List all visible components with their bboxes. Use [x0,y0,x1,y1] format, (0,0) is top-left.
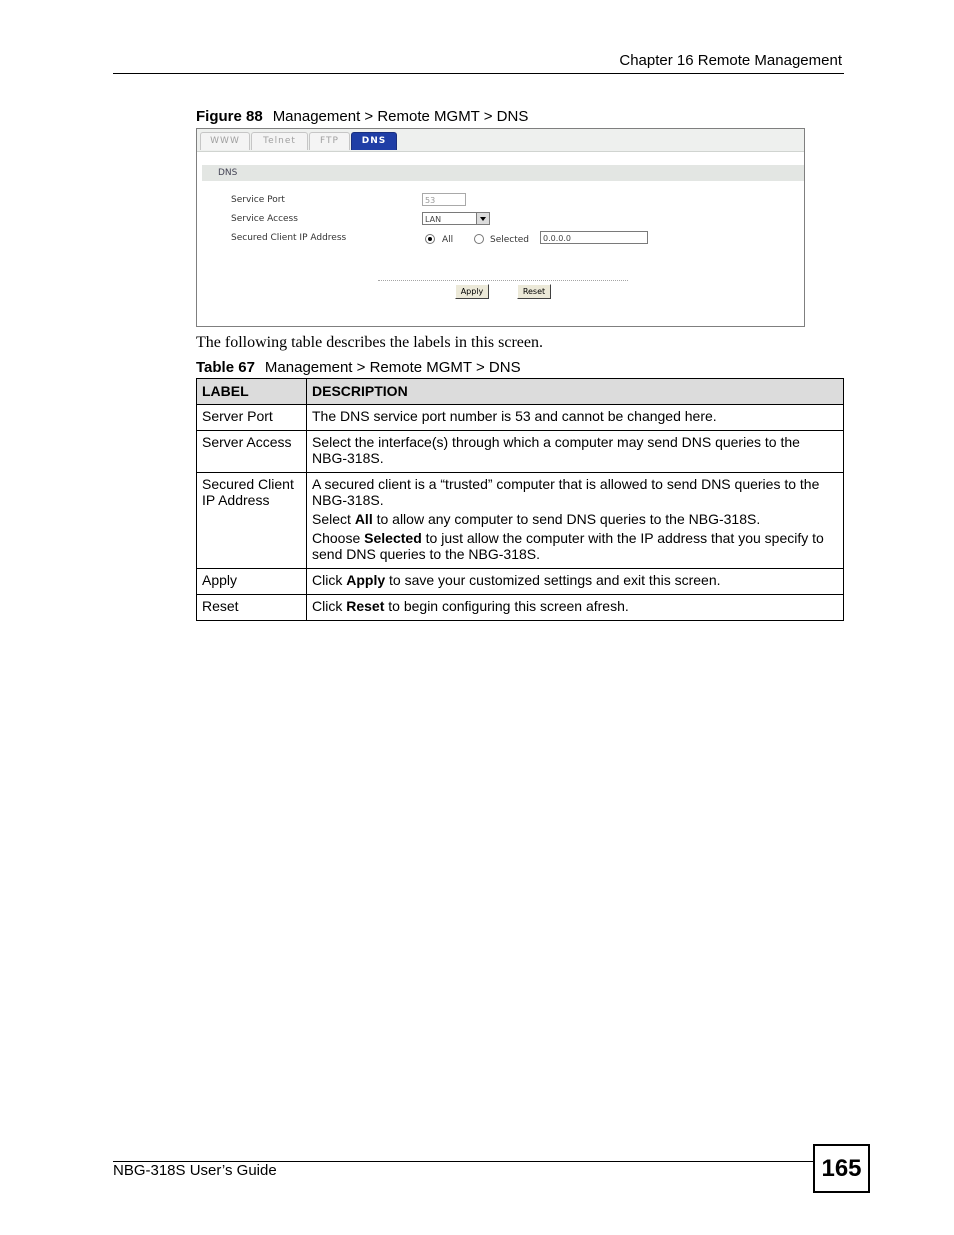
chapter-header: Chapter 16 Remote Management [619,52,842,69]
section-title: DNS [218,168,238,178]
service-access-select[interactable] [422,212,490,225]
row-description [307,405,844,431]
header-description: DESCRIPTION [307,379,844,405]
radio-all-label: All [442,235,454,245]
table-row [197,431,844,473]
reset-button[interactable]: Reset [517,284,551,299]
text-run: to begin configuring this screen afresh. [384,598,629,614]
bold-term: Reset [346,598,385,614]
tab-www[interactable]: WWW [200,132,250,150]
row-label: Reset [197,595,307,621]
table-row [197,595,844,621]
section-header-bar [202,165,804,181]
text-run: to allow any computer to send DNS queries to the NBG-318S. [372,511,761,527]
description-text: The DNS service port number is 53 and cannot be changed here. [312,408,717,424]
secured-client-ip-label: Secured Client IP Address [231,233,347,243]
table-header-row [197,379,844,405]
description-text: Select the interface(s) through which a computer may send DNS queries to the NBG-318S. [312,434,800,466]
service-access-label: Service Access [231,214,298,224]
text-run: Click [312,598,347,614]
description-text [312,511,837,527]
figure-caption [196,108,528,125]
chevron-down-icon[interactable] [476,213,489,224]
table-number: Table 67 [196,359,255,376]
text-run: Choose [312,530,365,546]
bold-term: All [354,511,373,527]
description-text [312,530,837,562]
text-run: to just allow the computer with the IP address that you specify to send DNS queries to the NBG-318S. [312,530,824,562]
dns-config-screen [196,128,805,327]
row-description [307,595,844,621]
radio-all[interactable] [425,234,435,244]
form-divider [378,280,628,281]
service-port-input: 53 [422,193,466,206]
tab-telnet[interactable]: Telnet [251,132,308,150]
figure-title: Management > Remote MGMT > DNS [272,108,529,125]
table-row [197,473,844,569]
bold-term: Selected [364,530,422,546]
text-run: to save your customized settings and exit this screen. [385,572,721,588]
row-description [307,473,844,569]
tab-ftp[interactable]: FTP [309,132,350,150]
radio-selected[interactable] [474,234,484,244]
row-description [307,569,844,595]
service-port-label: Service Port [231,195,285,205]
header-divider [113,73,844,74]
table-row [197,569,844,595]
row-description [307,431,844,473]
row-label: Server Port [197,405,307,431]
table-caption [196,359,521,376]
tab-bar [197,129,804,152]
row-label: Apply [197,569,307,595]
figure-number: Figure 88 [196,108,263,125]
intro-paragraph: The following table describes the labels in this screen. [196,334,544,351]
apply-button[interactable]: Apply [455,284,489,299]
footer-guide-title: NBG-318S User’s Guide [113,1162,277,1179]
ip-address-input[interactable]: 0.0.0.0 [540,231,648,244]
tab-dns[interactable]: DNS [351,132,397,150]
row-label: Secured Client IP Address [197,473,307,569]
table-title: Management > Remote MGMT > DNS [264,359,521,376]
description-text: A secured client is a “trusted” computer that is allowed to send DNS queries to the NBG-318S. [312,476,820,508]
radio-selected-label: Selected [490,235,530,245]
bold-term: Apply [346,572,386,588]
header-label: LABEL [197,379,307,405]
text-run: Click [312,572,347,588]
page-number: 165 [813,1144,870,1193]
table-row [197,405,844,431]
text-run: Select [312,511,355,527]
row-label: Server Access [197,431,307,473]
description-table [196,378,844,621]
service-access-value: LAN [425,215,442,224]
